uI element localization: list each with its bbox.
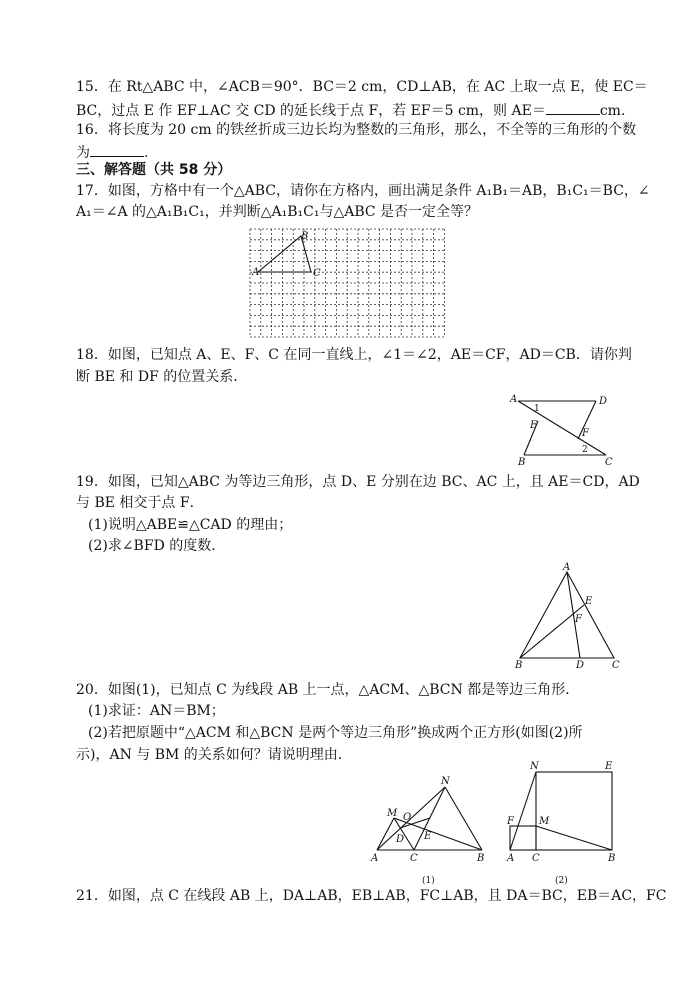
q20-fig1-label-n: N — [441, 776, 450, 787]
q17-line1: 17．如图，方格中有一个△ABC，请你在方格内，画出满足条件 A₁B₁＝AB，B₁C₁＝BC，∠ — [76, 183, 650, 199]
q20-figure-1 — [368, 776, 493, 888]
q19-label-a: A — [563, 562, 571, 573]
q17-label-a: A — [252, 267, 260, 278]
q20-part1: (1)求证：AN＝BM； — [88, 703, 225, 719]
q20-part2-line1: (2)若把原题中“△ACM 和△BCN 是两个等边三角形”换成两个正方形(如图(2)所 — [88, 725, 583, 741]
q19-label-e: E — [585, 596, 593, 607]
q20-fig2-caption: (2) — [555, 876, 568, 886]
q20-fig1-label-a: A — [371, 853, 379, 864]
q20-fig1-label-c: C — [410, 853, 418, 864]
q18-label-b: B — [518, 457, 526, 468]
q20-part2-line2: 示)，AN 与 BM 的关系如何？请说明理由． — [76, 747, 352, 763]
q20-fig2-label-m: M — [539, 816, 550, 827]
q18-label-d: D — [599, 396, 608, 407]
q16-line2-end: . — [144, 145, 149, 161]
q19-label-b: B — [515, 660, 523, 671]
q18-label-f: F — [582, 428, 589, 439]
q21-line1: 21．如图，点 C 在线段 AB 上，DA⊥AB，EB⊥AB，FC⊥AB，且 DA＝BC，EB＝AC，FC — [76, 888, 667, 904]
q19-label-c: C — [612, 660, 620, 671]
q18-line1: 18．如图，已知点 A、E、F、C 在同一直线上，∠1＝∠2，AE＝CF，AD＝CB．请你判 — [76, 347, 632, 363]
q20-fig1-label-m: M — [387, 808, 398, 819]
q15-line2-text: BC，过点 E 作 EF⊥AC 交 CD 的延长线于点 F，若 EF＝5 cm，则 AE＝ — [76, 103, 546, 119]
q16-answer-blank[interactable] — [90, 142, 144, 157]
q15-line2 — [76, 100, 625, 120]
q20-fig2-label-b: B — [608, 853, 616, 864]
q20-fig2-label-f: F — [507, 816, 514, 827]
section-heading: 三、解答题（共 58 分） — [76, 162, 232, 178]
q19-label-d: D — [576, 660, 585, 671]
q16-line2 — [76, 142, 148, 162]
q18-label-c: C — [605, 457, 613, 468]
q18-line2: 断 BE 和 DF 的位置关系． — [76, 369, 248, 385]
q15-line2-unit: cm. — [599, 103, 626, 119]
q19-part2: (2)求∠BFD 的度数． — [88, 538, 226, 554]
q18-label-e: E — [530, 420, 538, 431]
q17-grid-figure — [250, 229, 446, 339]
q19-label-f: F — [575, 614, 582, 625]
q20-fig2-label-c: C — [532, 853, 540, 864]
q19-line1: 19．如图，已知△ABC 为等边三角形，点 D、E 分别在边 BC、AC 上，且 AE＝CD，AD — [76, 474, 640, 490]
q20-fig1-label-e: E — [424, 831, 432, 842]
q20-fig1-label-d: D — [396, 834, 405, 845]
q17-label-b: B — [301, 231, 309, 242]
q15-answer-blank[interactable] — [546, 100, 600, 115]
q16-line1: 16．将长度为 20 cm 的铁丝折成三边长均为整数的三角形，那么，不全等的三角形的个数 — [76, 122, 637, 138]
q16-line2-text: 为 — [76, 145, 90, 161]
q19-line2: 与 BE 相交于点 F． — [76, 495, 204, 511]
q20-fig2-label-a: A — [507, 853, 515, 864]
q19-part1: (1)说明△ABE≌△CAD 的理由； — [88, 517, 293, 533]
q19-figure — [512, 562, 622, 674]
q18-figure — [508, 393, 618, 468]
q20-fig2-label-e: E — [605, 761, 613, 772]
q20-fig1-label-o: O — [403, 812, 412, 823]
q18-angle-1: 1 — [534, 404, 540, 414]
q17-label-c: C — [313, 268, 321, 279]
q20-figure-2 — [500, 758, 625, 886]
q20-fig1-label-b: B — [477, 853, 485, 864]
q20-fig1-caption: (1) — [422, 876, 435, 886]
q18-label-a: A — [510, 394, 518, 405]
q20-line1: 20．如图(1)，已知点 C 为线段 AB 上一点，△ACM、△BCN 都是等边三角形． — [76, 682, 580, 698]
q20-fig2-label-n: N — [530, 761, 539, 772]
q15-line1: 15．在 Rt△ABC 中，∠ACB＝90°．BC＝2 cm，CD⊥AB，在 AC 上取一点 E，使 EC＝ — [76, 79, 648, 95]
q18-angle-2: 2 — [582, 445, 588, 455]
q17-line2: A₁＝∠A 的△A₁B₁C₁，并判断△A₁B₁C₁与△ABC 是否一定全等？ — [76, 204, 479, 220]
